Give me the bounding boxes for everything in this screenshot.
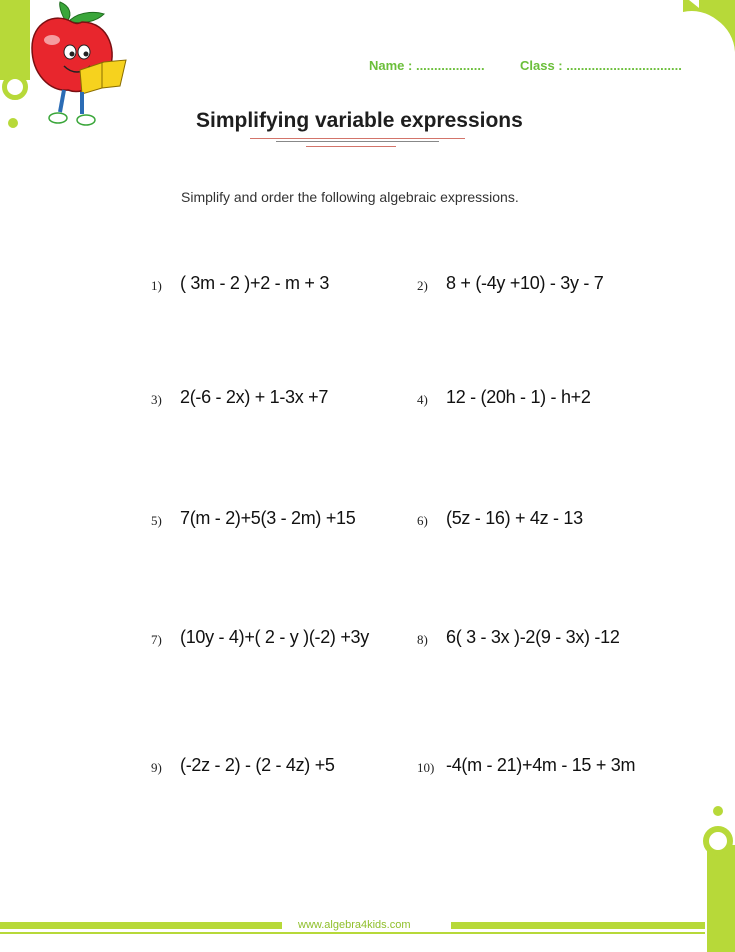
problem-expression: (5z - 16) + 4z - 13 — [446, 508, 583, 528]
problem-expression: 8 + (-4y +10) - 3y - 7 — [446, 273, 604, 293]
name-field: Name : ................... — [369, 58, 485, 73]
problem-number: 1) — [151, 278, 162, 293]
problem-expression: 7(m - 2)+5(3 - 2m) +15 — [180, 508, 356, 528]
top-right-corner-decoration — [679, 0, 735, 56]
problem-number: 3) — [151, 392, 162, 407]
problem-number: 2) — [417, 278, 428, 293]
problem-number: 4) — [417, 392, 428, 407]
problem-expression: (-2z - 2) - (2 - 4z) +5 — [180, 755, 335, 775]
instructions-text: Simplify and order the following algebraic expressions. — [181, 189, 519, 205]
class-field: Class : ................................ — [520, 58, 682, 73]
title-underline — [276, 141, 439, 142]
problem-expression: 6( 3 - 3x )-2(9 - 3x) -12 — [446, 627, 620, 647]
apple-mascot-image — [20, 0, 130, 130]
footer-accent-line — [451, 922, 705, 929]
worksheet-title: Simplifying variable expressions — [196, 109, 523, 132]
problem-expression: ( 3m - 2 )+2 - m + 3 — [180, 273, 330, 293]
bottom-right-dot-decoration — [713, 806, 723, 816]
problem-number: 7) — [151, 632, 162, 647]
problem-number: 8) — [417, 632, 428, 647]
left-dot-decoration — [8, 118, 18, 128]
bottom-right-accent-bar — [707, 845, 735, 952]
title-underline — [306, 146, 396, 147]
problem-expression: 2(-6 - 2x) + 1-3x +7 — [180, 387, 329, 407]
problem-expression: -4(m - 21)+4m - 15 + 3m — [446, 755, 636, 775]
problem-expression: (10y - 4)+( 2 - y )(-2) +3y — [180, 627, 369, 647]
problem-number: 5) — [151, 513, 162, 528]
title-underline — [250, 138, 465, 139]
footer-accent-line — [0, 922, 282, 929]
footer-thin-line — [0, 932, 705, 934]
problem-expression: 12 - (20h - 1) - h+2 — [446, 387, 591, 407]
problem-number: 10) — [417, 760, 435, 775]
bottom-right-ring-decoration — [703, 826, 733, 856]
problem-number: 6) — [417, 513, 428, 528]
problem-number: 9) — [151, 760, 162, 775]
footer-website: www.algebra4kids.com — [298, 919, 411, 931]
